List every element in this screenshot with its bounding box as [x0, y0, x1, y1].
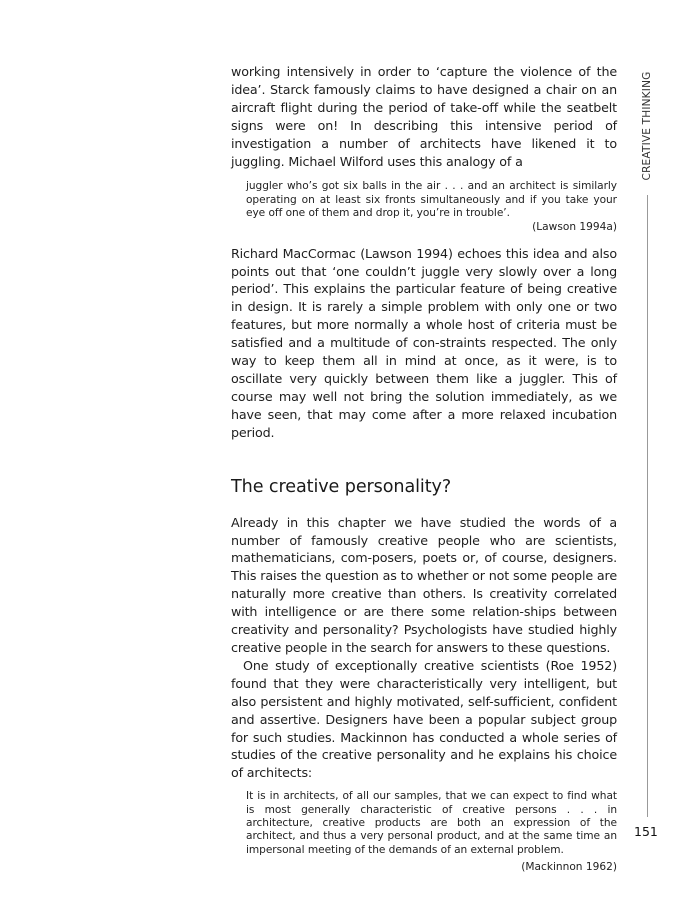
sidebar-rule — [647, 195, 648, 817]
running-section-label — [634, 67, 660, 185]
block-quote-mackinnon: It is in architects, of all our samples, that we can expect to find what is most generally characteristic of creative persons . . . in architecture, creative products are both an expression of the architect, and thus a very personal product, and at the same time an impersonal meeting of the demands of an external problem. — [246, 790, 617, 856]
paragraph-creative-people: Already in this chapter we have studied the words of a number of famously creative people who are scientists, mathematicians, com-posers, poets or, of course, designers. This raises the question as to whether or not some people are naturally more creative than others. Is creativity correlated with intelligence or are there some relation-ships between creativity and personality? Psychologists have studied highly creative people in the search for answers to these questions. — [231, 514, 617, 655]
paragraph-juggling-intro: working intensively in order to ‘capture the violence of the idea’. Starck famously claims to have designed a chair on an aircraft flight during the period of take-off while the seatbelt signs were on! In describing this intensive period of investigation a number of architects have likened it to juggling. Michael Wilford uses this analogy of a — [231, 64, 617, 169]
main-text-column — [231, 63, 617, 874]
paragraph-maccormac: Richard MacCormac (Lawson 1994) echoes this idea and also points out that ‘one couldn’t juggle very slowly over a long period’. This explains the particular feature of being creative in design. It is rarely a simple problem with only one or two features, but more normally a whole host of criteria must be satisfied and a multitude of con-straints respected. The only way to keep them all in mind at once, as it were, is to oscillate very quickly between them like a juggler. This of course may well not bring the solution immediately, as we have seen, that may come after a more relaxed incubation period. — [231, 245, 617, 440]
paragraph-roe-study: One study of exceptionally creative scientists (Roe 1952) found that they were characteristically very intelligent, but also persistent and highly motivated, self-sufficient, confident and assertive. Designers have been a popular subject group for such studies. Mackinnon has conducted a whole series of studies of the creative personality and he explains his choice of architects: — [231, 657, 617, 781]
chapter-sidebar — [634, 0, 660, 900]
citation-mackinnon-1962: (Mackinnon 1962) — [521, 861, 617, 874]
section-heading: The creative personality? — [231, 476, 452, 497]
section-label-text: CREATIVE THINKING — [641, 71, 653, 181]
block-quote-wilford: juggler who’s got six balls in the air . . . and an architect is similarly operating on at least six fronts simultaneously and if you take your eye off one of them and drop it, you’re in trouble’. — [246, 180, 617, 220]
page-number: 151 — [634, 824, 658, 839]
citation-lawson-1994a: (Lawson 1994a) — [532, 220, 617, 233]
